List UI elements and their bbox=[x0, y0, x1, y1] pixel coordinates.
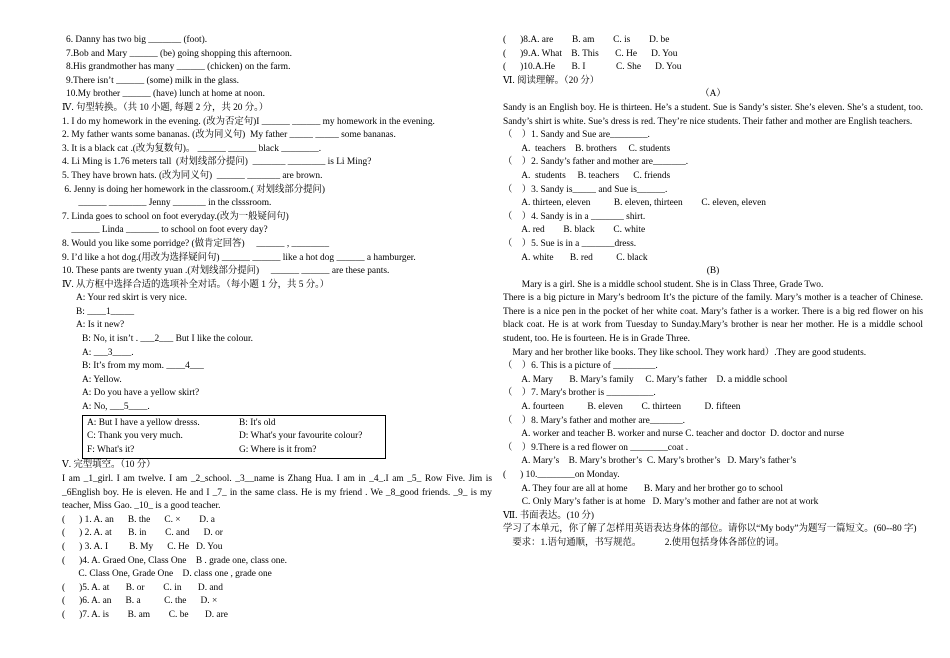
option-row bbox=[87, 444, 381, 458]
text-line: C. Class One, Grade One D. class one , grade one bbox=[62, 569, 272, 580]
top-margin bbox=[62, 0, 492, 34]
text-line: （ ）7. Mary's brother is __________. bbox=[503, 388, 656, 399]
text-line: A: Is it new? bbox=[76, 320, 125, 331]
text-line: Ⅵ. 阅读理解。（20 分） bbox=[503, 75, 600, 86]
text-line: （A） bbox=[700, 89, 726, 100]
text-line: （ ）2. Sandy’s father and mother are_______. bbox=[503, 157, 689, 168]
text-line: Ⅳ. 从方框中选择合适的选项补全对话。（每小题 1 分，共 5 分。） bbox=[62, 279, 330, 290]
text-line: Ⅳ. 句型转换。（共 10 小题, 每题 2 分，共 20 分。） bbox=[62, 102, 269, 113]
text-line: （ ）8. Mary’s father and mother are_______. bbox=[503, 415, 685, 426]
left-section-b bbox=[62, 459, 492, 622]
right-column bbox=[503, 0, 923, 551]
text-line: 10.My brother ______ (have) lunch at home at noon. bbox=[66, 89, 265, 100]
dialogue-option-box bbox=[82, 415, 386, 460]
text-line: ( )10.A.He B. I C. She D. You bbox=[503, 62, 682, 73]
text-line: （ ）5. Sue is in a _______dress. bbox=[503, 238, 637, 249]
option-row bbox=[87, 417, 381, 431]
text-line: A. red B. black C. white bbox=[503, 225, 646, 236]
text-line: A. Mary B. Mary’s family C. Mary’s father D. a middle school bbox=[503, 374, 788, 385]
text-line: 6. Danny has two big _______ (foot). bbox=[66, 35, 208, 45]
text-line: 9.There isn’t ______ (some) milk in the glass. bbox=[66, 75, 239, 86]
text-line: A: Yellow. bbox=[82, 374, 122, 385]
text-line: ______ ________ Jenny _______ in the clsssroom. bbox=[62, 198, 272, 209]
text-line: B: It’s from my mom. ____4___ bbox=[82, 361, 204, 372]
option-b: B: It's old bbox=[239, 417, 276, 428]
text-line: Mary and her brother like books. They like school. They work hard）.They are good students. bbox=[503, 347, 867, 358]
text-line: ( ) 10.________on Monday. bbox=[503, 470, 620, 480]
text-line: A. Mary’s B. Mary’s brother’s C. Mary’s brother’s D. Mary’s father’s bbox=[503, 456, 797, 467]
text-line: There is a big picture in Mary’s bedroom It’s the picture of the family. Mary’s mother is a teacher of Chinese. There is a nice pen in the pocket of her white coat. Mary’s father is a worker. There is a big red flower on his black coat. He is at work from Tuesday to Sunday.Mary’s brother is near her mother. He is a middle school student, too. He is fourteen. He is in Grade Three. bbox=[503, 293, 923, 345]
text-line: ( )5. A. at B. or C. in D. and bbox=[62, 582, 223, 593]
text-line: 4. Li Ming is 1.76 meters tall (对划线部分提问) _______ ________ is Li Ming? bbox=[62, 157, 372, 168]
option-row bbox=[87, 430, 381, 444]
text-line: A. students B. teachers C. friends bbox=[503, 170, 671, 181]
option-g: G: Where is it from? bbox=[239, 444, 317, 455]
text-line: （ ）6. This is a picture of _________. bbox=[503, 361, 658, 372]
text-line: 9. I’d like a hot dog.(用改为选择疑问句) ______ ______ like a hot dog ______ a hamburger. bbox=[62, 252, 416, 263]
text-line: A: Your red skirt is very nice. bbox=[76, 293, 187, 304]
left-section-a bbox=[62, 34, 492, 415]
text-line: ( )9.A. What B. This C. He D. You bbox=[503, 48, 678, 59]
text-line: 3. It is a black cat .(改为复数句)。 ______ ______ black ________. bbox=[62, 143, 322, 154]
text-line: ( ) 3. A. I B. My C. He D. You bbox=[62, 541, 223, 552]
text-line: ( ) 1. A. an B. the C. × D. a bbox=[62, 514, 215, 525]
text-line: A. They four are all at home B. Mary and her brother go to school bbox=[503, 483, 783, 494]
text-line: B: No, it isn’t . ___2___ But I like the colour. bbox=[82, 334, 253, 345]
text-line: ( )4. A. Graed One, Class One B . grade one, class one. bbox=[62, 555, 287, 566]
top-margin bbox=[503, 0, 923, 34]
text-line: 2. My father wants some bananas. (改为同义句) My father _____ _____ some bananas. bbox=[62, 130, 396, 141]
option-d: D: What's your favourite colour? bbox=[239, 431, 363, 442]
text-line: Mary is a girl. She is a middle school student. She is in Class Three, Grade Two. bbox=[503, 279, 824, 290]
text-line: （ ）3. Sandy is_____ and Sue is______. bbox=[503, 184, 668, 195]
text-line: 1. I do my homework in the evening. (改为否定句)I ______ ______ my homework in the evening. bbox=[62, 116, 435, 127]
text-line: 8. Would you like some porridge? (做肯定回答) ______ , ________ bbox=[62, 238, 330, 249]
text-line: A: No, ___5____. bbox=[82, 402, 150, 413]
text-line: A: Do you have a yellow skirt? bbox=[82, 388, 200, 399]
text-line: （ ）9.There is a red flower on ________coat . bbox=[503, 442, 689, 453]
text-line: Ⅶ. 书面表达。(10 分) bbox=[503, 510, 594, 521]
option-c: C: Thank you very much. bbox=[87, 431, 183, 442]
text-line: 6. Jenny is doing her homework in the classroom.( 对划线部分提问) bbox=[62, 184, 325, 195]
text-line: ( ) 2. A. at B. in C. and D. or bbox=[62, 528, 223, 539]
text-line: 10. These pants are twenty yuan .(对划线部分提问) ______ ______ are these pants. bbox=[62, 266, 390, 277]
text-line: （ ）4. Sandy is in a _______ shirt. bbox=[503, 211, 646, 222]
text-line: ______ Linda _______ to school on foot every day? bbox=[62, 225, 268, 236]
text-line: (B) bbox=[706, 266, 720, 277]
text-line: 7.Bob and Mary ______ (be) going shopping this afternoon. bbox=[66, 48, 293, 59]
left-column bbox=[62, 0, 492, 623]
text-line: B: ____1_____ bbox=[76, 306, 135, 317]
text-line: 要求：1.语句通顺，书写规范。 2.使用包括身体各部位的词。 bbox=[503, 537, 785, 548]
text-line: Ⅴ. 完型填空。（10 分） bbox=[62, 460, 156, 471]
text-line: 5. They have brown hats. (改为同义句) ______ _______ are brown. bbox=[62, 170, 323, 181]
text-line: ( )6. A. an B. a C. the D. × bbox=[62, 596, 218, 607]
text-line: ( )8.A. are B. am C. is D. be bbox=[503, 35, 670, 45]
text-line: （ ）1. Sandy and Sue are________. bbox=[503, 130, 650, 141]
text-line: A. thirteen, eleven B. eleven, thirteen C. eleven, eleven bbox=[503, 198, 766, 209]
text-line: I am _1_girl. I am twelve. I am _2_school. _3__name is Zhang Hua. I am in _4_.I am _5_ Row Five. Jim is _6English boy. He is eleven. He and I _7_ in the same class. He is my friend . We _8_good friends. _9_ is my teacher, Miss Gao. _10_ is a good teacher. bbox=[62, 474, 492, 512]
text-line: A. fourteen B. eleven C. thirteen D. fifteen bbox=[503, 402, 741, 413]
text-line: A. white B. red C. black bbox=[503, 252, 648, 263]
text-line: C. Only Mary’s father is at home D. Mary’s mother and father are not at work bbox=[503, 497, 819, 508]
text-line: Sandy is an English boy. He is thirteen. He’s a student. Sue is Sandy’s sister. She’s eleven. She’s a student, too. Sandy’s shirt is white. Sue’s dress is red. They’re nice students. Their father and mother are English teachers. bbox=[503, 102, 923, 127]
text-line: 8.His grandmother has many ______ (chicken) on the farm. bbox=[66, 62, 291, 73]
text-line: A: ___3____. bbox=[82, 347, 134, 358]
option-a: A: But I have a yellow dresss. bbox=[87, 417, 200, 428]
right-section bbox=[503, 34, 923, 551]
text-line: A. teachers B. brothers C. students bbox=[503, 143, 671, 154]
text-line: A. worker and teacher B. worker and nurse C. teacher and doctor D. doctor and nurse bbox=[503, 429, 845, 440]
option-f: F: What's it? bbox=[87, 444, 135, 455]
text-line: 7. Linda goes to school on foot everyday.(改为一般疑问句) bbox=[62, 211, 289, 222]
text-line: 学习了本单元，你了解了怎样用英语表达身体的部位。请你以“My body”为题写一篇短文。(60--80 字) bbox=[503, 524, 917, 535]
text-line: ( )7. A. is B. am C. be D. are bbox=[62, 609, 228, 620]
